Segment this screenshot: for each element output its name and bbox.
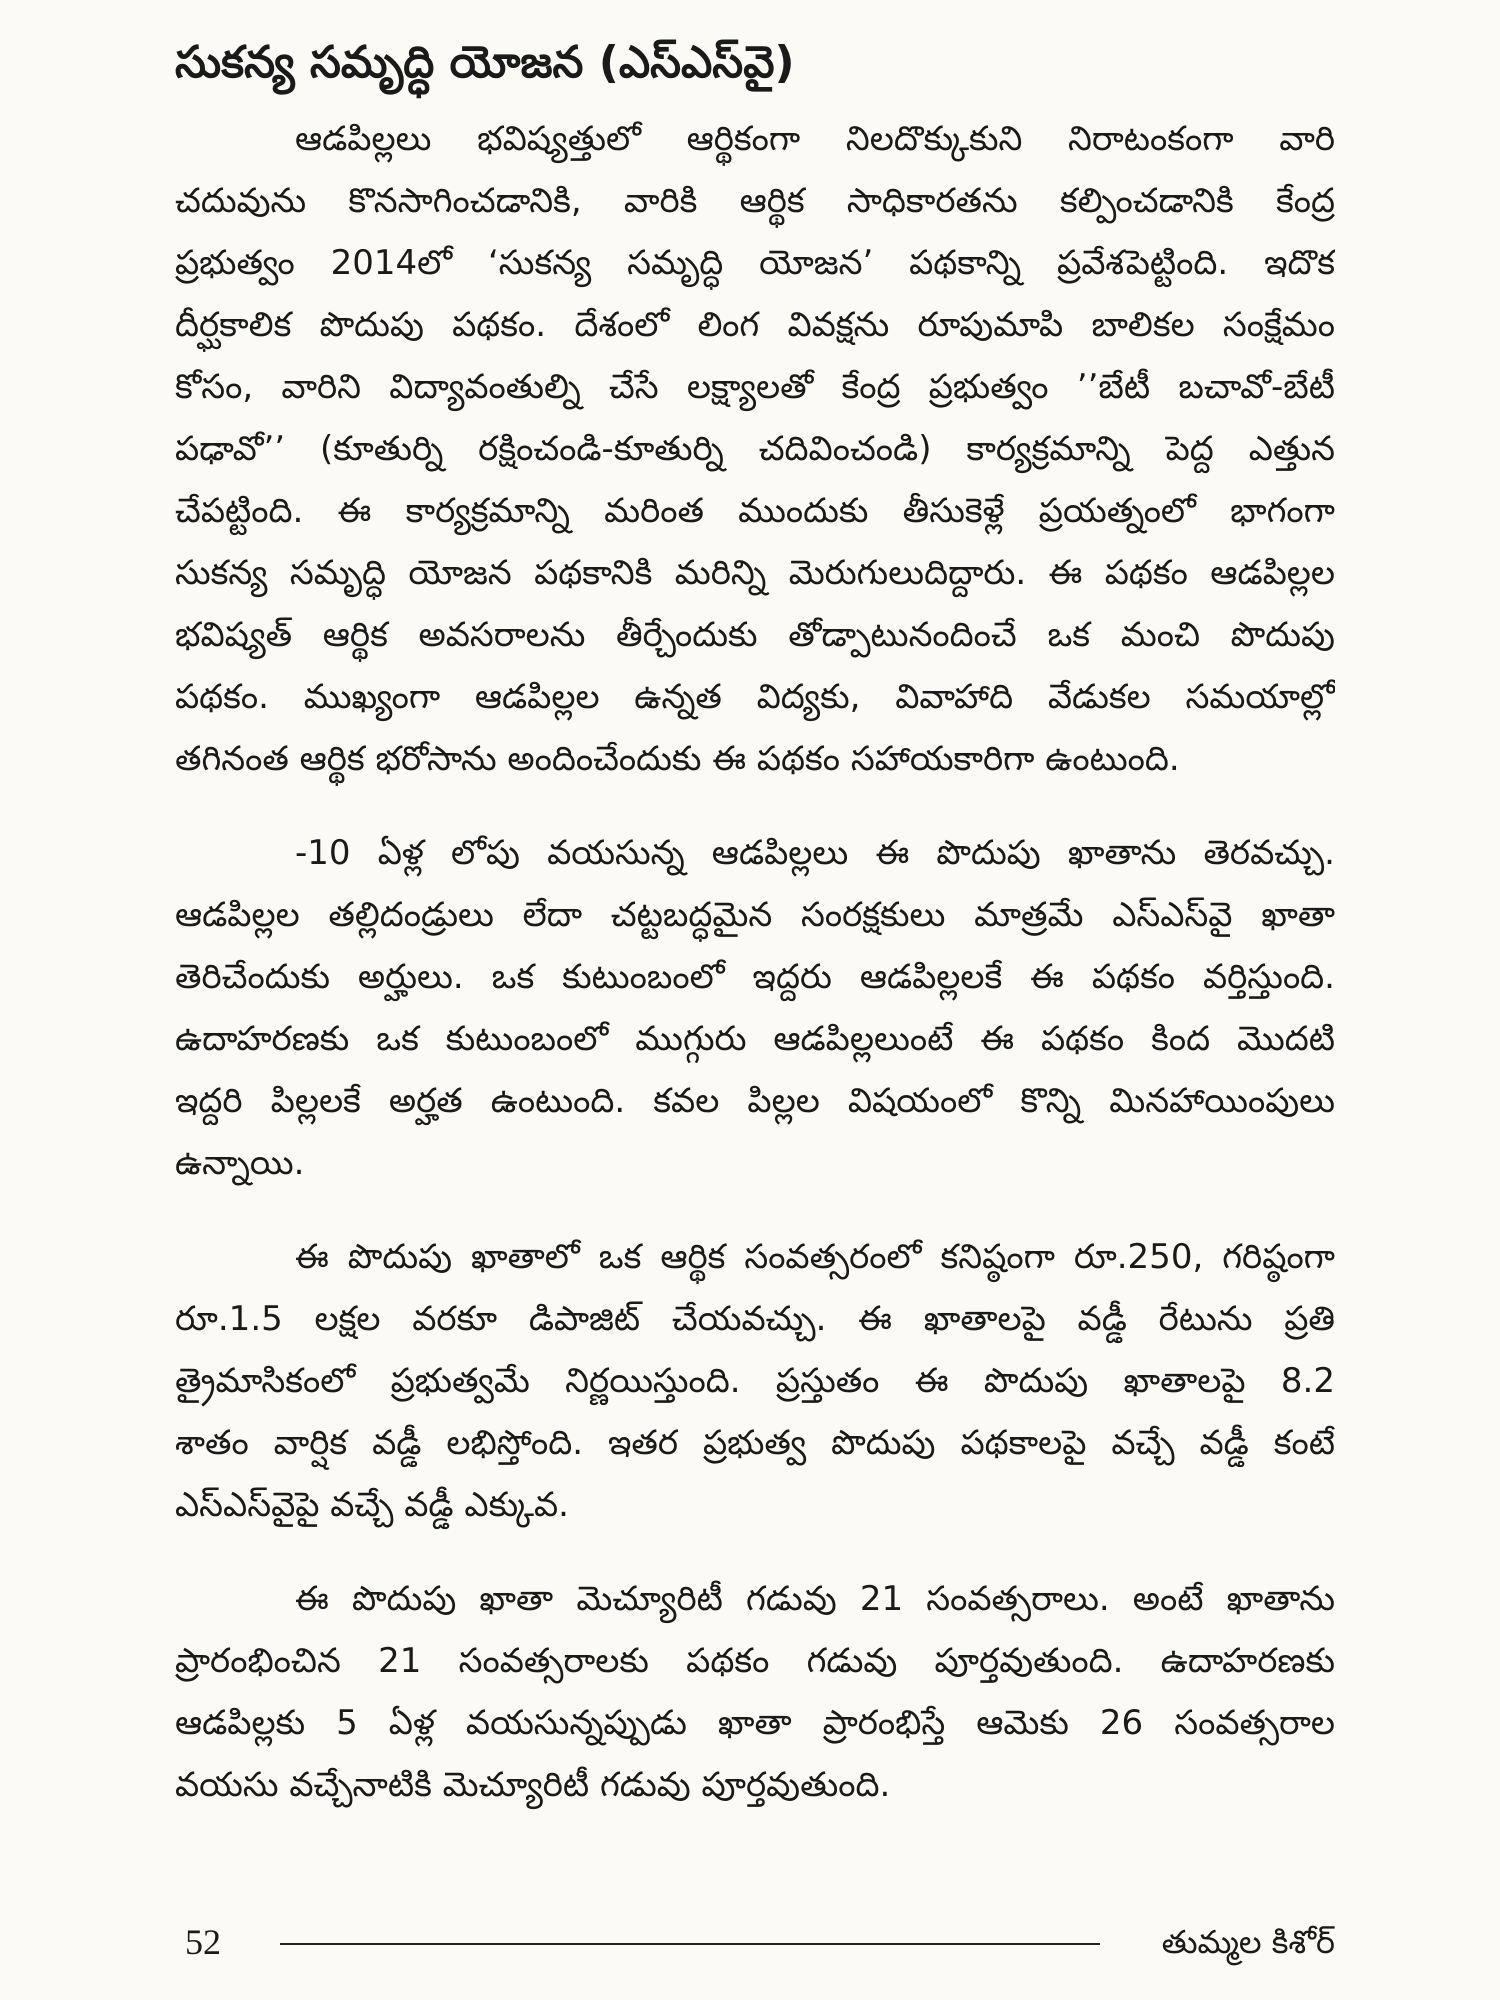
text-line: రూ.1.5 లక్షల వరకూ డిపాజిట్ చేయవచ్చు. ఈ ఖాతాలపై వడ్డీ రేటును ప్రతి: [175, 1299, 1335, 1339]
text-line: సుకన్య సమృద్ధి యోజన పథకానికి మరిన్ని మెరుగులుదిద్దారు. ఈ పథకం ఆడపిల్లల: [175, 553, 1335, 593]
text-line: ఉదాహరణకు ఒక కుటుంబంలో ముగ్గురు ఆడపిల్లలుంటే ఈ పథకం కింద మొదటి: [175, 1019, 1335, 1059]
text-line: ఈ పొదుపు ఖాతాలో ఒక ఆర్థిక సంవత్సరంలో కనిష్ఠంగా రూ.250, గరిష్ఠంగా: [295, 1237, 1335, 1277]
text-line: పథకం. ముఖ్యంగా ఆడపిల్లల ఉన్నత విద్యకు, వివాహాది వేడుకల సమయాల్లో: [175, 677, 1335, 717]
text-line: కోసం, వారిని విద్యావంతుల్ని చేసే లక్ష్యాలతో కేంద్ర ప్రభుత్వం ’’బేటీ బచావో-బేటీ: [175, 367, 1335, 407]
text-line: భవిష్యత్ ఆర్థిక అవసరాలను తీర్చేందుకు తోడ్పాటునందించే ఒక మంచి పొదుపు: [175, 615, 1335, 655]
text-line: చదువును కొనసాగించడానికి, వారికి ఆర్థిక సాధికారతను కల్పించడానికి కేంద్ర: [175, 181, 1335, 221]
paragraph-eligibility: [175, 822, 1335, 1194]
paragraph-gap: [175, 790, 1335, 822]
text-line: ఆడపిల్లల తల్లిదండ్రులు లేదా చట్టబద్ధమైన సంరక్షకులు మాత్రమే ఎస్‌ఎస్‌వై ఖాతా: [175, 895, 1335, 935]
text-line: తెరిచేందుకు అర్హులు. ఒక కుటుంబంలో ఇద్దరు ఆడపిల్లలకే ఈ పథకం వర్తిస్తుంది.: [175, 957, 1335, 997]
paragraph-intro: [175, 108, 1335, 790]
text-line: ఇద్దరి పిల్లలకే అర్హత ఉంటుంది. కవల పిల్లల విషయంలో కొన్ని మినహాయింపులు: [175, 1081, 1335, 1121]
text-line: శాతం వార్షిక వడ్డీ లభిస్తోంది. ఇతర ప్రభుత్వ పొదుపు పథకాలపై వచ్చే వడ్డీ కంటే: [175, 1423, 1335, 1463]
text-line: ఈ పొదుపు ఖాతా మెచ్యూరిటీ గడువు 21 సంవత్సరాలు. అంటే ఖాతాను: [295, 1579, 1335, 1619]
text-line: -10 ఏళ్ల లోపు వయసున్న ఆడపిల్లలు ఈ పొదుపు ఖాతాను తెరవచ్చు.: [295, 833, 1335, 873]
text-line: త్రైమాసికంలో ప్రభుత్వమే నిర్ణయిస్తుంది. ప్రస్తుతం ఈ పొదుపు ఖాతాలపై 8.2: [175, 1361, 1335, 1401]
section-heading: సుకన్య సమృద్ధి యోజన (ఎస్‌ఎస్‌వై): [175, 37, 795, 88]
text-line: వయసు వచ్చేనాటికి మెచ్యూరిటీ గడువు పూర్తవుతుంది.: [175, 1765, 891, 1805]
footer-divider: [280, 1943, 1100, 1945]
paragraph-maturity: [175, 1568, 1335, 1816]
body-text: [175, 108, 1335, 1816]
text-line: ప్రభుత్వం 2014లో ‘సుకన్య సమృద్ధి యోజన’ పథకాన్ని ప్రవేశపెట్టింది. ఇదొక: [175, 243, 1335, 283]
paragraph-deposits: [175, 1226, 1335, 1536]
page-number: 52: [185, 1922, 221, 1962]
text-line: ఉన్నాయి.: [175, 1143, 305, 1183]
text-line: దీర్ఘకాలిక పొదుపు పథకం. దేశంలో లింగ వివక్షను రూపుమాపి బాలికల సంక్షేమం: [175, 305, 1335, 345]
text-line: చేపట్టింది. ఈ కార్యక్రమాన్ని మరింత ముందుకు తీసుకెళ్లే ప్రయత్నంలో భాగంగా: [175, 491, 1335, 531]
text-line: పఢావో’’ (కూతుర్ని రక్షించండి-కూతుర్ని చదివించండి) కార్యక్రమాన్ని పెద్ద ఎత్తున: [175, 429, 1335, 469]
text-line: ఎస్‌ఎస్‌వైపై వచ్చే వడ్డీ ఎక్కువ.: [175, 1485, 569, 1525]
page-footer: [175, 1912, 1335, 1972]
paragraph-gap: [175, 1536, 1335, 1568]
text-line: ఆడపిల్లలు భవిష్యత్తులో ఆర్థికంగా నిలదొక్కుకుని నిరాటంకంగా వారి: [295, 119, 1335, 159]
text-line: తగినంత ఆర్థిక భరోసాను అందించేందుకు ఈ పథకం సహాయకారిగా ఉంటుంది.: [175, 739, 1180, 779]
text-line: ప్రారంభించిన 21 సంవత్సరాలకు పథకం గడువు పూర్తవుతుంది. ఉదాహరణకు: [175, 1641, 1335, 1681]
text-line: ఆడపిల్లకు 5 ఏళ్ల వయసున్నప్పుడు ఖాతా ప్రారంభిస్తే ఆమెకు 26 సంవత్సరాల: [175, 1703, 1335, 1743]
paragraph-gap: [175, 1194, 1335, 1226]
author-name: తుమ్మల కిశోర్: [1161, 1923, 1335, 1961]
